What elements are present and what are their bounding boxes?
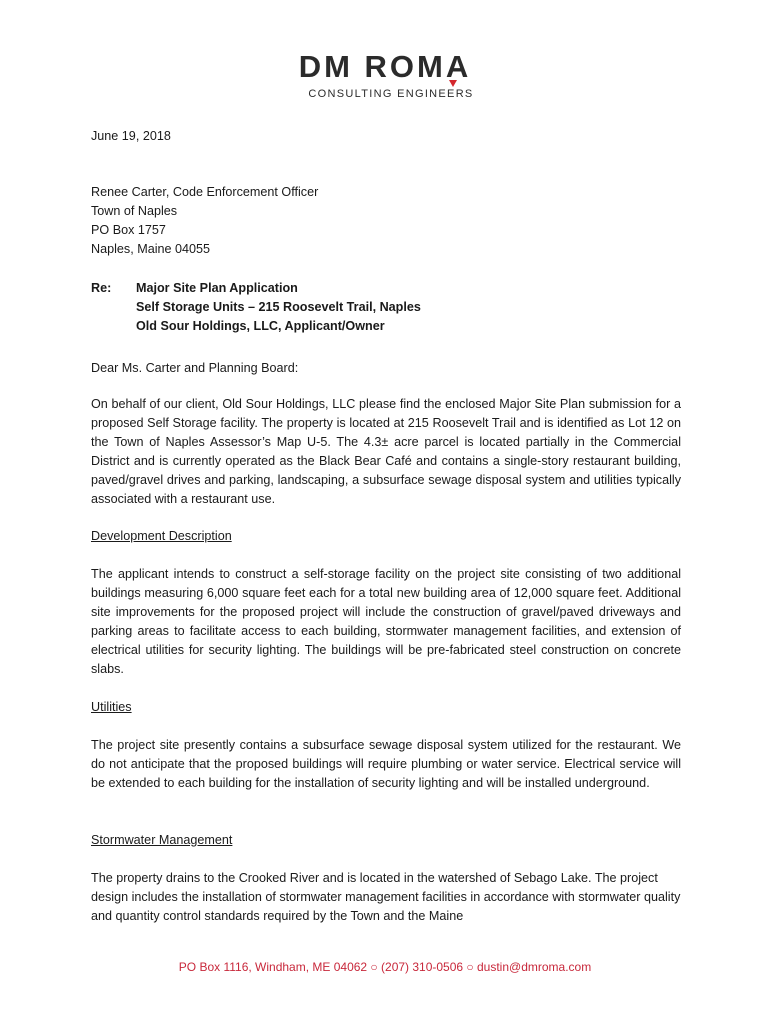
salutation: Dear Ms. Carter and Planning Board: — [91, 361, 299, 375]
recipient-line: PO Box 1757 — [91, 223, 166, 237]
footer-contact: PO Box 1116, Windham, ME 04062 ○ (207) 310-0506 ○ dustin@dmroma.com — [178, 960, 592, 974]
logo-name: DM ROMA — [298, 49, 472, 84]
letter-date: June 19, 2018 — [91, 129, 171, 143]
re-line: Self Storage Units – 215 Roosevelt Trail, Naples — [136, 300, 421, 314]
re-line: Major Site Plan Application — [136, 281, 298, 295]
utilities-paragraph: The project site presently contains a subsurface sewage disposal system utilized for the restaurant. We do not anticipate that the proposed buildings will require plumbing or water service. Electrical service will be extended to each building for the installation of security lighting and will be installed underground. — [91, 738, 681, 790]
development-paragraph: The applicant intends to construct a self-storage facility on the project site consisting of two additional buildings measuring 6,000 square feet each for a total new building area of 12,000 square feet. Additional site improvements for the proposed project will include the construction of gravel/paved driveways and parking areas to facilitate access to each building, stormwater management facilities, and extension of electrical utilities for security lighting. The buildings will be pre-fabricated steel construction on concrete slabs. — [91, 567, 681, 676]
section-heading-utilities: Utilities — [91, 700, 132, 714]
logo-triangle-icon — [449, 80, 457, 87]
recipient-line: Town of Naples — [91, 204, 178, 218]
letterhead-logo — [0, 50, 770, 100]
recipient-address — [91, 183, 318, 259]
recipient-line: Renee Carter, Code Enforcement Officer — [91, 185, 319, 199]
re-line: Old Sour Holdings, LLC, Applicant/Owner — [136, 319, 385, 333]
re-subject — [136, 279, 421, 336]
section-heading-development: Development Description — [91, 529, 232, 543]
stormwater-paragraph: The property drains to the Crooked River and is located in the watershed of Sebago Lake. The project design includes the installation of stormwater management facilities in accordance with stormwater quality and quantity control standards required by the Town and the Maine — [91, 871, 681, 923]
logo-wordmark — [299, 50, 472, 84]
intro-paragraph: On behalf of our client, Old Sour Holdings, LLC please find the enclosed Major Site Plan submission for a proposed Self Storage facility. The property is located at 215 Roosevelt Trail and is identified as Lot 12 on the Town of Naples Assessor’s Map U-5. The 4.3± acre parcel is located partially in the Commercial District and is currently operated as the Black Bear Café and contains a single-story restaurant building, paved/gravel drives and parking, landscaping, a subsurface sewage disposal system and utilities typically associated with a restaurant use. — [91, 397, 681, 506]
recipient-line: Naples, Maine 04055 — [91, 242, 211, 256]
logo-tagline: CONSULTING ENGINEERS — [308, 88, 474, 100]
section-heading-stormwater: Stormwater Management — [91, 833, 233, 847]
re-label: Re: — [91, 281, 112, 295]
